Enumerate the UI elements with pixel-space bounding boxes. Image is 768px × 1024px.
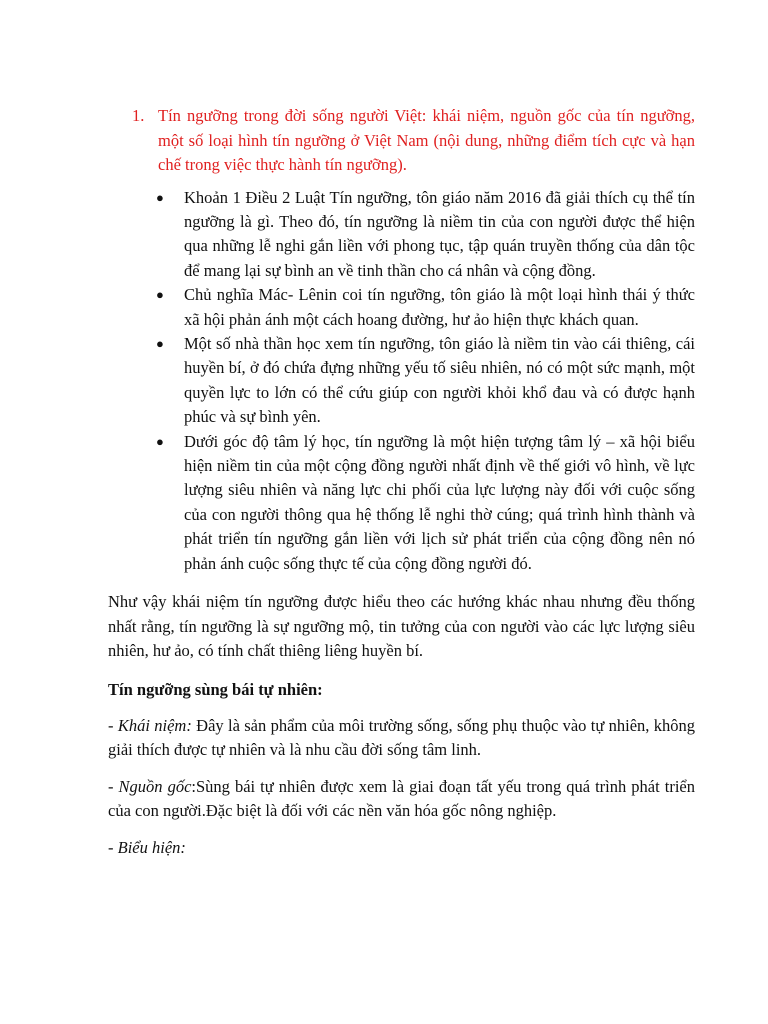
item-label: - Nguồn gốc bbox=[108, 776, 192, 796]
bullet-icon: ● bbox=[156, 189, 164, 205]
list-item-text: Một số nhà thần học xem tín ngưỡng, tôn giáo là niềm tin vào cái thiêng, cái huyền bí, ở đó chứa đựng những yếu tố siêu nhiên, nó có một sức mạnh, một quyền lực to lớn có thể cứu giúp con người khỏi khổ đau và có được hạnh phúc và sự bình yên. bbox=[184, 333, 695, 427]
list-item bbox=[156, 186, 695, 284]
item-label: - Biểu hiện: bbox=[108, 837, 186, 857]
bullet-icon: ● bbox=[156, 433, 164, 449]
bullet-icon: ● bbox=[156, 287, 164, 303]
item-text: Đây là sản phẩm của môi trường sống, sống phụ thuộc vào tự nhiên, không giải thích được tự nhiên và là nhu cầu đời sống tâm linh. bbox=[108, 715, 695, 759]
definition-list bbox=[108, 186, 695, 577]
expression-item bbox=[108, 836, 695, 861]
list-item-text: Chủ nghĩa Mác- Lênin coi tín ngưỡng, tôn giáo là một loại hình thái ý thức xã hội phản ánh một cách hoang đường, hư ảo hiện thực khách quan. bbox=[184, 285, 695, 329]
summary-paragraph: Như vậy khái niệm tín ngưỡng được hiểu theo các hướng khác nhau nhưng đều thống nhất rằng, tín ngưỡng là sự ngưỡng mộ, tin tưởng của con người vào các lực lượng siêu nhiên, hư ảo, có tính chất thiêng liêng huyền bí. bbox=[108, 592, 695, 660]
list-item-text: Khoản 1 Điều 2 Luật Tín ngưỡng, tôn giáo năm 2016 đã giải thích cụ thể tín ngưỡng là gì. Theo đó, tín ngưỡng là niềm tin của con người được thể hiện qua những lễ nghi gắn liền với phong tục, tập quán truyền thống của dân tộc để mang lại sự bình an về tinh thần cho cá nhân và cộng đồng. bbox=[184, 187, 695, 280]
origin-item bbox=[108, 775, 695, 824]
bullet-icon: ● bbox=[156, 335, 164, 351]
heading-text: Tín ngưỡng trong đời sống người Việt: khái niệm, nguồn gốc của tín ngưỡng, một số loại hình tín ngưỡng ở Việt Nam (nội dung, những điểm tích cực và hạn chế trong việc thực hành tín ngưỡng). bbox=[158, 106, 695, 174]
item-label: - Khái niệm: bbox=[108, 715, 192, 735]
list-item bbox=[156, 430, 695, 576]
list-item-text: Dưới góc độ tâm lý học, tín ngưỡng là một hiện tượng tâm lý – xã hội biểu hiện niềm tin của một cộng đồng người nhất định về thế giới vô hình, về lực lượng siêu nhiên và năng lực chi phối của lực lượng này đối với cuộc sống của con người thông qua hệ thống lễ nghi thờ cúng; quá trình hình thành và phát triển tín ngưỡng gắn liền với lịch sử phát triển của cộng đồng nên nó phản ánh cuộc sống thực tế của cộng đồng người đó. bbox=[184, 431, 695, 573]
subsection-heading: Tín ngưỡng sùng bái tự nhiên: bbox=[108, 679, 323, 699]
list-item bbox=[156, 332, 695, 430]
section-heading bbox=[108, 104, 695, 178]
concept-item bbox=[108, 714, 695, 763]
list-item bbox=[156, 283, 695, 332]
heading-number: 1. bbox=[132, 106, 145, 125]
item-text: :Sùng bái tự nhiên được xem là giai đoạn tất yếu trong quá trình phát triển của con người.Đặc biệt là đối với các nền văn hóa gốc nông nghiệp. bbox=[108, 776, 695, 820]
